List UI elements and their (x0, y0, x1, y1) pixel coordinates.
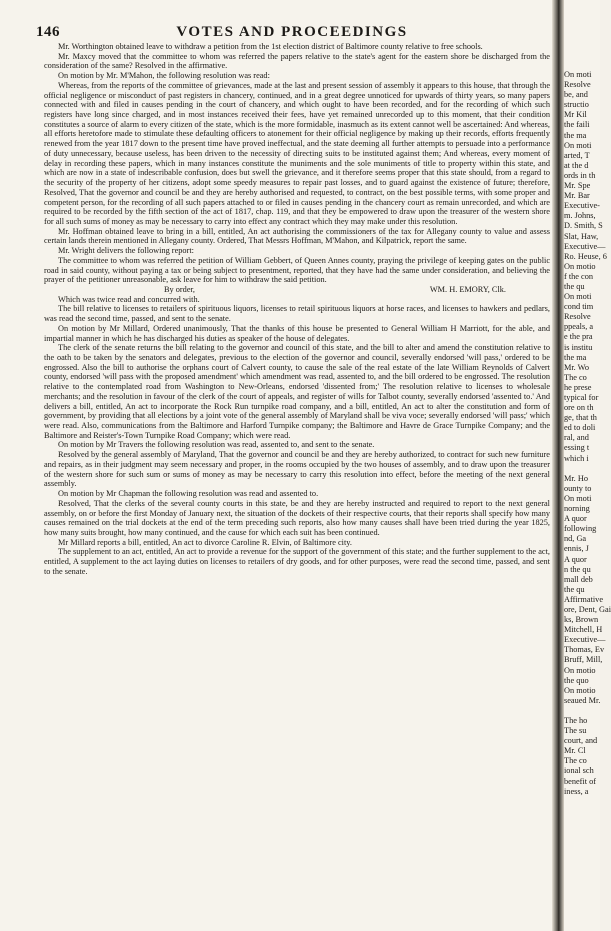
facing-page-line: ppeals, a (564, 322, 594, 332)
facing-page-line: iness, a (564, 786, 589, 796)
facing-page-line: The co (564, 756, 587, 766)
running-head-title: VOTES AND PROCEEDINGS (176, 24, 408, 40)
facing-page-line: essing t (564, 443, 590, 453)
signoff-clerk: WM. H. EMORY, Clk. (429, 284, 506, 294)
facing-page-line: at the d (564, 160, 589, 170)
paragraph: The committee to whom was referred the petition of William Gebbert, of Queen Annes county, praying the privilege of keeping gates on the public road in said county, without paying a tax or being subject to presentment, reported, that they have had the same under consideration, and believing the prayer of the petitioner unreasonable, ask leave for him to withdraw the said petition. (44, 255, 550, 285)
facing-page-line: is institu (564, 342, 593, 352)
facing-page-line: The co (564, 372, 587, 382)
paragraph: On motion by Mr Millard, Ordered unanimously, That the thanks of this house be presented to General William H Marriott, for the able, and impartial manner in which he has discharged his duties as speaker of the house of delegates. (44, 323, 550, 343)
facing-page-line: On moti (564, 493, 592, 503)
facing-page-line: which i (564, 453, 589, 463)
facing-page-line: Mr. Ho (564, 473, 588, 483)
facing-page-line: f the con (564, 271, 594, 281)
facing-page-line: Mr Kil (564, 110, 587, 120)
facing-page-line: ore on th (564, 403, 594, 413)
facing-page-line (564, 706, 600, 716)
facing-page-line: ional sch (564, 766, 594, 776)
facing-page-line: A quor (564, 514, 587, 524)
facing-page-line: Affirmative (564, 594, 604, 604)
facing-page-line: the ma (564, 352, 587, 362)
facing-page-line: The su (564, 726, 587, 736)
paragraph: Mr. Maxcy moved that the committee to whom was referred the papers relative to the state's agent for the eastern shore be discharged from the consideration of the same? Resolved in the affirmative. (44, 51, 550, 71)
paragraph: Which was twice read and concurred with. (58, 294, 200, 304)
facing-page-line: On motio (564, 261, 596, 271)
facing-page-line: Bruff, Mill, (564, 655, 603, 665)
facing-page-line: mall deb (564, 574, 593, 584)
paragraph: Mr. Worthington obtained leave to withdraw a petition from the 1st election district of Baltimore county relative to free schools. (58, 42, 483, 51)
facing-page-line: the quo (564, 675, 589, 685)
facing-page-line: ords in th (564, 170, 596, 180)
paragraph: Mr. Wright delivers the following report: (58, 246, 194, 256)
facing-page-line: the faili (564, 120, 590, 130)
facing-page-line: court, and (564, 736, 598, 746)
paragraph: Mr Millard reports a bill, entitled, An act to divorce Caroline R. Elvin, of Baltimore city. (58, 537, 352, 547)
facing-page-line: Mitchell, H (564, 625, 603, 635)
facing-page-line: On moti (564, 140, 592, 150)
facing-page-line: On motio (564, 685, 596, 695)
paragraph: The bill relative to licenses to retailers of spirituous liquors, licenses to retail spirituous liquors at horse races, and licenses to hawkers and pedlars, was read the second time, passed, and sent to the senate. (44, 304, 550, 324)
facing-page-line: seaued Mr. (564, 695, 601, 705)
facing-page-line: he prese (564, 382, 592, 392)
facing-page-line: Mr. Bar (564, 191, 590, 201)
facing-page-line: cond tim (564, 302, 594, 312)
facing-page-line: Mr. Wo (564, 362, 589, 372)
facing-page-line: n the qu (564, 564, 591, 574)
paragraph: On motion by Mr Travers the following resolution was read, assented to, and sent to the senate. (58, 440, 375, 450)
facing-page-line (564, 464, 600, 474)
facing-page-line: On moti (564, 70, 592, 79)
facing-page-line: Thomas, Ev (564, 645, 605, 655)
facing-page-line: ge, that th (564, 413, 597, 423)
facing-page-line: the qu (564, 584, 585, 594)
paragraph: Resolved, That the clerks of the several county courts in this state, be and they are hereby instructed and required to report to the next general assembly, on or before the first Monday of January next, the situation of the dockets of their respective courts, that their reports shall specify how many causes remained on the trial dockets at the end of the term preceding such reports, also how many causes shall have been tried during the year 1825, how many suits brought, how many continued, and the cause for which each suit has been continued. (44, 498, 550, 537)
facing-page-line: arted, T (564, 150, 590, 160)
facing-page-line: nd, Ga (564, 534, 587, 544)
paragraph: Resolved by the general assembly of Maryland, That the governor and council be and they are hereby authorized, to contract for such new furniture and repairs, as in their judgment may seem necessary and proper, in the rooms occupied by the two houses of assembly, and to draw upon the treasurer of the western shore for such sum or sums of money as may be necessary to carry this resolution into effect, before the meeting of the next general assembly. (44, 450, 550, 489)
facing-page-line: ral, and (564, 433, 589, 443)
facing-page-line: m. Johns, (564, 211, 596, 221)
facing-page-line: Ro. Heuse, 6 (564, 251, 607, 261)
book-gutter (552, 0, 564, 931)
facing-page-line: ounty to (564, 483, 592, 493)
facing-page-line: following (564, 524, 597, 534)
facing-page-line: ennis, J (564, 544, 589, 554)
facing-page-line: D. Smith, S (564, 221, 603, 231)
signoff-by-order: By order, (164, 284, 196, 294)
facing-page-line: On moti (564, 292, 592, 302)
facing-page-line: benefit of (564, 776, 597, 786)
paragraph: Whereas, from the reports of the committee of grievances, made at the last and present session of assembly it appears to this house, that through the official negligence or misconduct of past registers in chancery, continued, and in a great degree unnoticed for upwards of thirty years, so many papers connected with and filed in causes pending in the court of chancery, and which ought to have been recorded, and for the recording of which such registers have long since charged, and in most instances received their fees, have yet remained unrecorded up to this moment, that their condition constitutes a source of alarm to every citizen of the state, which is the more formidable, inasmuch as its extent cannot well be ascertained: And whereas, all efforts heretofore made to stimulate these defaulting officers to atonement for their official negligence by making up their records, efforts frequently renewed from the year 1817 down to the present time have proved ineffectual, and the state deeming all further attempts to persuade into a performance of duty unnecessary, because useless, has been driven to the necessity of directing suits to be instituted against them; And whereas, every moment of delay in recording these papers, which in many instances constitute the muniments and the sole muniments of title to property within this state, and which are now in a state of indescribable confusion, does but swell the grievance, and it therefore seems proper that this state should, from a regard to the security of the property of her citizens, adopt some speedy measures to repair past losses, and to guard against the existence of future; therefore, Resolved, That the governor and council be and they are hereby authorised and requested, to contract, on the best possible terms, with some proper and competent person, for the recording of all such papers attached to or filed in causes pending in the chancery court as remain unrecorded, and which are required to be recorded by the fifth section of the act of 1817, chap. 119, and that they be empowered to draw upon the treasurer of the western shore for all such sums of money as may be necessary to carry into effect any contract which they may make under this resolution. (44, 80, 550, 226)
facing-page-line: structio (564, 100, 589, 110)
facing-page-line: the ma (564, 130, 587, 140)
facing-page-line: typical for (564, 393, 599, 402)
facing-page-line: ore, Dent, Gai (564, 604, 611, 614)
facing-page-line: Executive— (564, 635, 606, 645)
facing-page-line: norning (564, 504, 590, 514)
facing-page-fragments (564, 70, 611, 920)
main-text-column (44, 42, 550, 918)
report-signoff (44, 285, 550, 295)
paragraph: The clerk of the senate returns the bill relating to the governor and council of this state, and the bill to alter and amend the constitution relative to the oath to be taken by the senators and delegates, previous to the election of the governor and council, severally endorsed 'will pass,' ordered to be engrossed. Also the bill to authorise the orphans court of Calvert county, to cause the sale of the real estate of the late William Reynolds of Calvert county, endorsed 'will pass with the proposed amendment' which amendment was read, assented to, and the bill ordered to be engrossed. The resolution relative to the contemplated road from Washington to New-Orleans, endorsed 'dissented from;' The resolution relative to licenses to wholesale merchants; and the resolution in favour of the clerk of the court of appeals, and register of wills for Talbot county, severally endorsed 'assented to.' And delivers a bill, entitled, An act to incorporate the Rock Run turnpike road company, and a bill, entitled, An act to alter the constitution and form of government, by providing that all elections by a joint vote of the general assembly of Maryland shall be viva voce; severally endorsed 'will pass;' which were read. Also, communications from the Baltimore and Harford Turnpike company; the Baltimore and Havre de Grace Turnpike Company; and the Baltimore and Reister's-Town Turnpike Road Company; which were read. (44, 343, 550, 440)
facing-page-line: Resolve (564, 80, 591, 90)
facing-page-line: Mr. Spe (564, 181, 591, 191)
facing-page-line: Mr. Cl (564, 746, 586, 756)
facing-page-line: Executive— (564, 241, 606, 251)
page-number: 146 (36, 24, 60, 40)
paragraph: On motion by Mr. M'Mahon, the following resolution was read: (58, 71, 270, 81)
facing-page-line: be, and (564, 90, 588, 100)
facing-page-line: ks, Brown (564, 615, 599, 625)
facing-page-line: A quor (564, 554, 587, 564)
paragraph: The supplement to an act, entitled, An act to provide a revenue for the support of the government of this state; and the further supplement to the act, entitled, A supplement to the act laying duties on licenses to retailers of dry goods, and for other purposes, were read the second time, passed, and sent to the senate. (44, 547, 550, 576)
paragraph: Mr. Hoffman obtained leave to bring in a bill, entitled, An act authorising the commissioners of the tax for Allegany county to value and assess certain lands therein mentioned in Allegany county. Ordered, That Messrs Hoffman, M'Mahon, and Kilpatrick, report the same. (44, 226, 550, 246)
facing-page-line: ed to doli (564, 423, 596, 433)
facing-page-line: Resolve (564, 312, 591, 322)
paragraph: On motion by Mr Chapman the following resolution was read and assented to. (58, 489, 319, 499)
facing-page-line: the qu (564, 281, 585, 291)
facing-page-line: On motio (564, 665, 596, 675)
facing-page-line: e the pra (564, 332, 593, 342)
facing-page-line: The ho (564, 716, 588, 725)
facing-page-line: Executive- (564, 201, 600, 211)
facing-page-line: Slat, Haw, (564, 231, 599, 241)
